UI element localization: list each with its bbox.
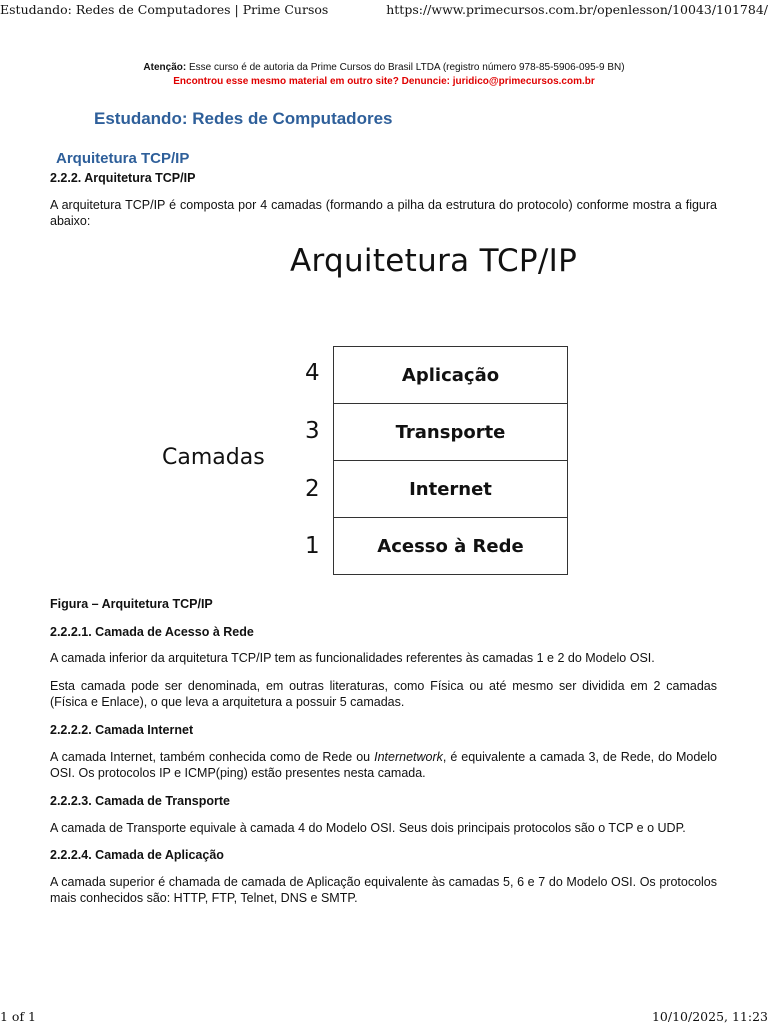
layer-number: 1 [305, 533, 320, 559]
layer-number: 4 [305, 360, 320, 386]
layer-box-aplicacao: Aplicação [333, 346, 568, 404]
figure-caption: Figura – Arquitetura TCP/IP [50, 597, 213, 611]
layer-number: 2 [305, 476, 320, 502]
notice-text: Esse curso é de autoria da Prime Cursos do Brasil LTDA (registro número 978-85-5906-095-9 BN) [189, 62, 625, 73]
section-title: Arquitetura TCP/IP [56, 150, 190, 167]
layer-box-internet: Internet [333, 460, 568, 518]
section-heading-transporte: 2.2.2.3. Camada de Transporte [50, 794, 230, 808]
section-heading-internet: 2.2.2.2. Camada Internet [50, 723, 194, 737]
section-heading-aplicacao: 2.2.2.4. Camada de Aplicação [50, 848, 224, 862]
layer-box-acesso-rede: Acesso à Rede [333, 517, 568, 575]
notice-label: Atenção: [143, 62, 187, 73]
print-header-url[interactable]: https://www.primecursos.com.br/openlesson/10043/101784/ [386, 2, 768, 17]
paragraph: Esta camada pode ser denominada, em outras literaturas, como Física ou até mesmo ser dividida em 2 camadas (Física e Enlace), o que leva a arquitetura a possuir 5 camadas. [50, 679, 717, 709]
layer-number: 3 [305, 418, 320, 444]
paragraph: A camada de Transporte equivale à camada 4 do Modelo OSI. Seus dois principais protocolos são o TCP e o UDP. [50, 821, 686, 835]
subsection-heading: 2.2.2. Arquitetura TCP/IP [50, 171, 196, 185]
report-warning: Encontrou esse mesmo material em outro site? Denuncie: juridico@primecursos.com.br [173, 76, 595, 87]
text-run: A camada Internet, também conhecida como de Rede ou [50, 750, 375, 764]
page-count: 1 of 1 [0, 1009, 37, 1024]
paragraph [50, 749, 717, 781]
figure-title: Arquitetura TCP/IP [290, 243, 578, 279]
text-run: , é equivalente a camada 3, de Rede, do Modelo OSI. Os protocolos IP e ICMP(ping) estão presentes nesta camada. [50, 750, 717, 780]
italic-term: Internetwork [374, 750, 443, 764]
authorship-notice [0, 62, 768, 73]
print-datetime: 10/10/2025, 11:23 [651, 1009, 768, 1024]
paragraph: A camada superior é chamada de camada de Aplicação equivalente às camadas 5, 6 e 7 do Modelo OSI. Os protocolos mais conhecidos são: HTTP, FTP, Telnet, DNS e SMTP. [50, 875, 717, 905]
intro-paragraph: A arquitetura TCP/IP é composta por 4 camadas (formando a pilha da estrutura do protocolo) conforme mostra a figura abaixo: [50, 198, 717, 228]
figure-side-label: Camadas [162, 445, 265, 470]
section-heading-acesso-rede: 2.2.2.1. Camada de Acesso à Rede [50, 625, 254, 639]
layer-box-transporte: Transporte [333, 403, 568, 461]
course-title: Estudando: Redes de Computadores [94, 109, 393, 128]
paragraph: A camada inferior da arquitetura TCP/IP tem as funcionalidades referentes às camadas 1 e 2 do Modelo OSI. [50, 651, 655, 665]
print-header-title: Estudando: Redes de Computadores | Prime Cursos [0, 2, 329, 17]
